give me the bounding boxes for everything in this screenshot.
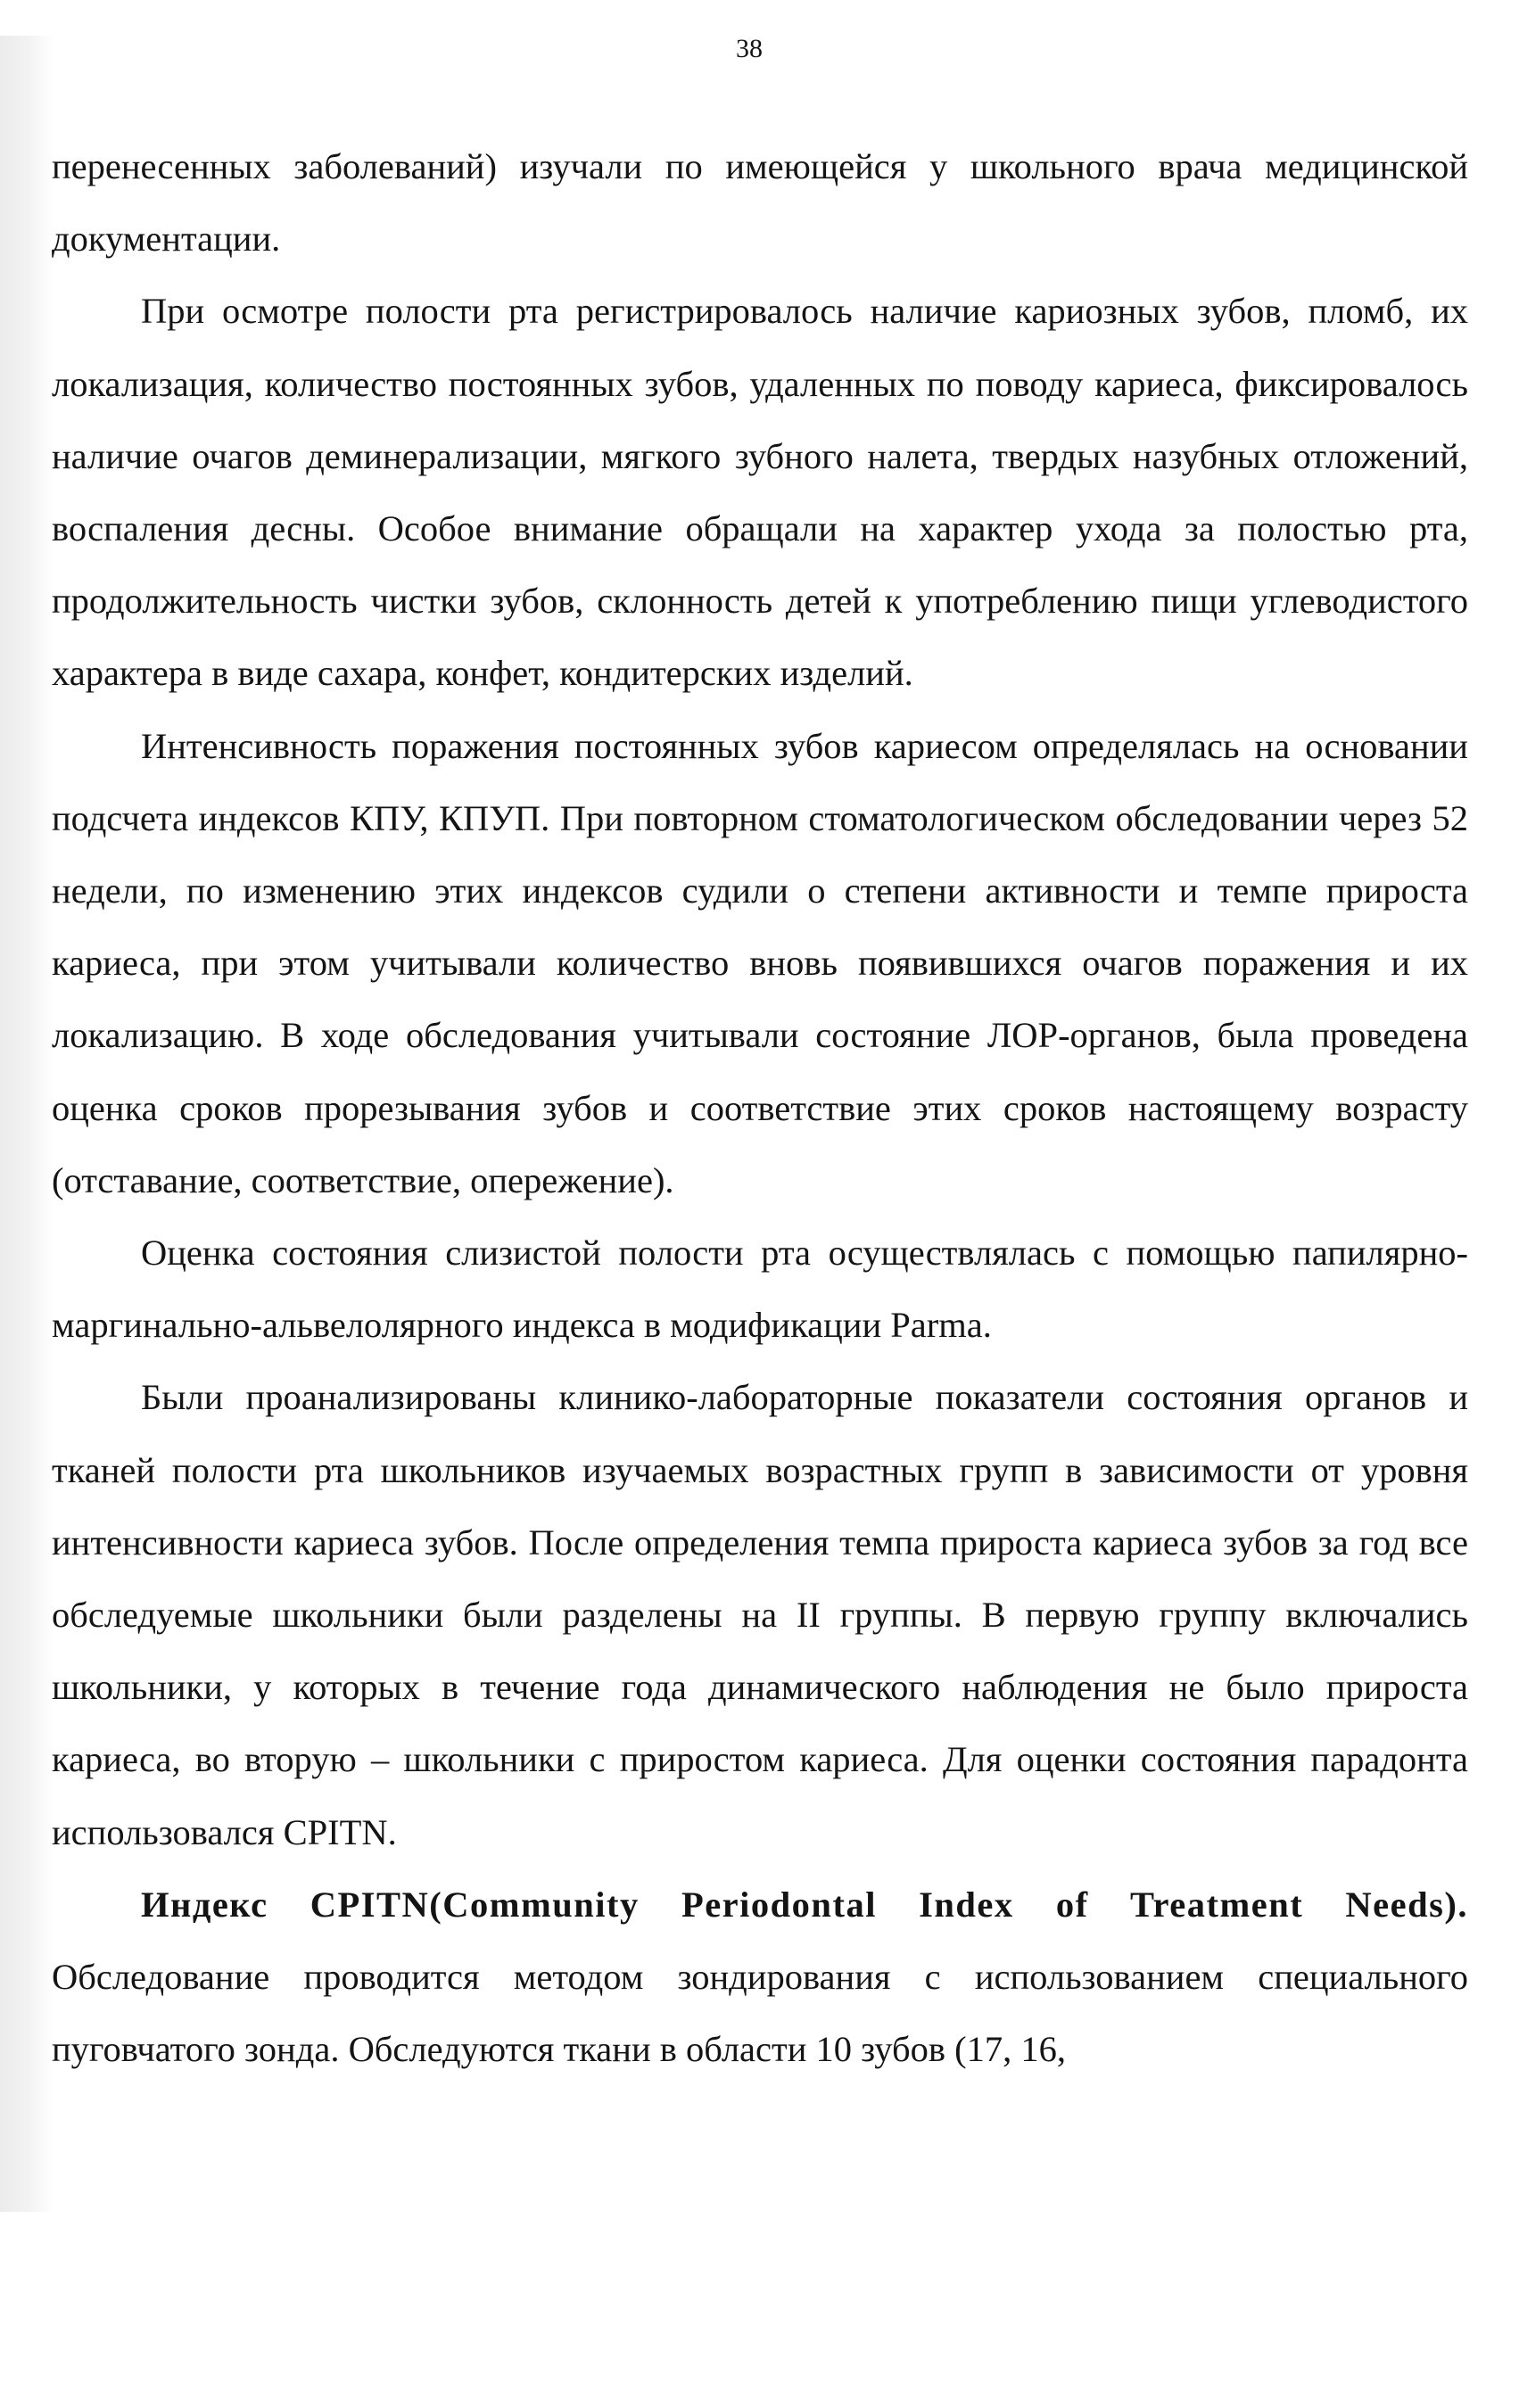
paragraph: Интенсивность поражения постоянных зубов кариесом определялась на основании подсчета индексов КПУ, КПУП. При повторном стоматологическом обследовании через 52 недели, по изменению этих индексов судили о степени активности и темпе прироста кариеса, при этом учитывали количество вновь появившихся очагов поражения и их локализацию. В ходе обследования учитывали состояние ЛОР-органов, была проведена оценка сроков прорезывания зубов и соответствие этих сроков настоящему возрасту (отставание, соответствие, опережение).: [52, 725, 1468, 1200]
paragraph: Оценка состояния слизистой полости рта осуществлялась с помощью папилярно-маргинально-альвелолярного индекса в модификации Parma.: [52, 1233, 1468, 1346]
section-heading: Индекс CPITN(Community Periodontal Index of Treatment Needs).: [141, 1884, 1468, 1925]
scan-edge-shadow: [0, 36, 54, 2212]
index-paragraph: [52, 1868, 1468, 2086]
document-body: [52, 130, 1468, 2085]
paragraph: Были проанализированы клинико-лабораторные показатели состояния органов и тканей полости рта школьников изучаемых возрастных групп в зависимости от уровня интенсивности кариеса зубов. После определения темпа прироста кариеса зубов за год все обследуемые школьники были разделены на II группы. В первую группу включались школьники, у которых в течение года динамического наблюдения не было прироста кариеса, во вторую – школьники с приростом кариеса. Для оценки состояния парадонта использовался CPITN.: [52, 1377, 1468, 1852]
paragraph: При осмотре полости рта регистрировалось наличие кариозных зубов, пломб, их локализация, количество постоянных зубов, удаленных по поводу кариеса, фиксировалось наличие очагов деминерализации, мягкого зубного налета, твердых назубных отложений, воспаления десны. Особое внимание обращали на характер ухода за полостью рта, продолжительность чистки зубов, склонность детей к употреблению пищи углеводистого характера в виде сахара, конфет, кондитерских изделий.: [52, 291, 1468, 694]
page-number: 38: [736, 34, 763, 63]
paragraph-text: Обследование проводится методом зондирования с использованием специального пуговчатого зонда. Обследуются ткани в области 10 зубов (17, 16,: [52, 1957, 1468, 2070]
paragraph: перенесенных заболеваний) изучали по имеющейся у школьного врача медицинской документации.: [52, 146, 1468, 260]
